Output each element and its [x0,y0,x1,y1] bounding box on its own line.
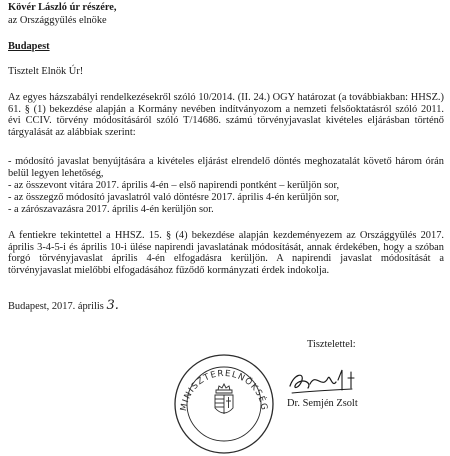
bullet-item-3: - az összegző módosító javaslatról való döntésre 2017. április 4-én kerüljön sor, [8,192,340,203]
recipient-title: az Országgyűlés elnöke [8,15,107,26]
paragraph-request: A fentiekre tekintettel a HHSZ. 15. § (4) bekezdése alapján kezdeményezem az Országgyűlés 2017. április 3-4-5-i és április 10-i ülése napirendi javaslatának módosítását, annak érdekében, hogy a szóban forgó törvényjavaslat április 4-én elfogadásra kerüljön. A napirendi javaslat módosítását a törvényjavaslat mielőbbi elfogadásához fűződő kormányzati érdek indokolja. [8,230,444,276]
bullet-item-2: - az összevont vitára 2017. április 4-én – első napirendi pontként – kerüljön sor, [8,180,340,191]
recipient-name: Kövér László úr részére, [8,2,117,13]
bullet-item-4: - a zárószavazásra 2017. április 4-én kerüljön sor. [8,204,214,215]
signature [282,360,382,400]
stamp-text: MINISZTERELNÖKSÉG [178,368,270,412]
city-heading: Budapest [8,41,50,52]
official-stamp [172,352,276,456]
closing: Tisztelettel: [307,339,356,350]
coat-of-arms-icon [215,384,233,414]
bullet-item-1: - módosító javaslat benyújtására a kivételes eljárást elrendelő döntés meghozatalát követő három órán belül legyen lehetőség, [8,156,444,179]
signer-name: Dr. Semjén Zsolt [287,398,358,409]
date-line [8,300,119,313]
paragraph-intro: Az egyes házszabályi rendelkezésekről szóló 10/2014. (II. 24.) OGY határozat (a továbbiakban: HHSZ.) 61. § (1) bekezdése alapján a Kormány nevében indítványozom a nemzeti felsőoktatásról szóló 2011. évi CCIV. törvény módosításáról szóló T/14686. számú törvényjavaslat kivételes eljárásban történő tárgyalását az alábbiak szerint: [8,92,444,138]
date-handwritten-day: 3. [106,298,119,313]
date-printed: Budapest, 2017. április [8,301,104,312]
salutation: Tisztelt Elnök Úr! [8,66,84,77]
